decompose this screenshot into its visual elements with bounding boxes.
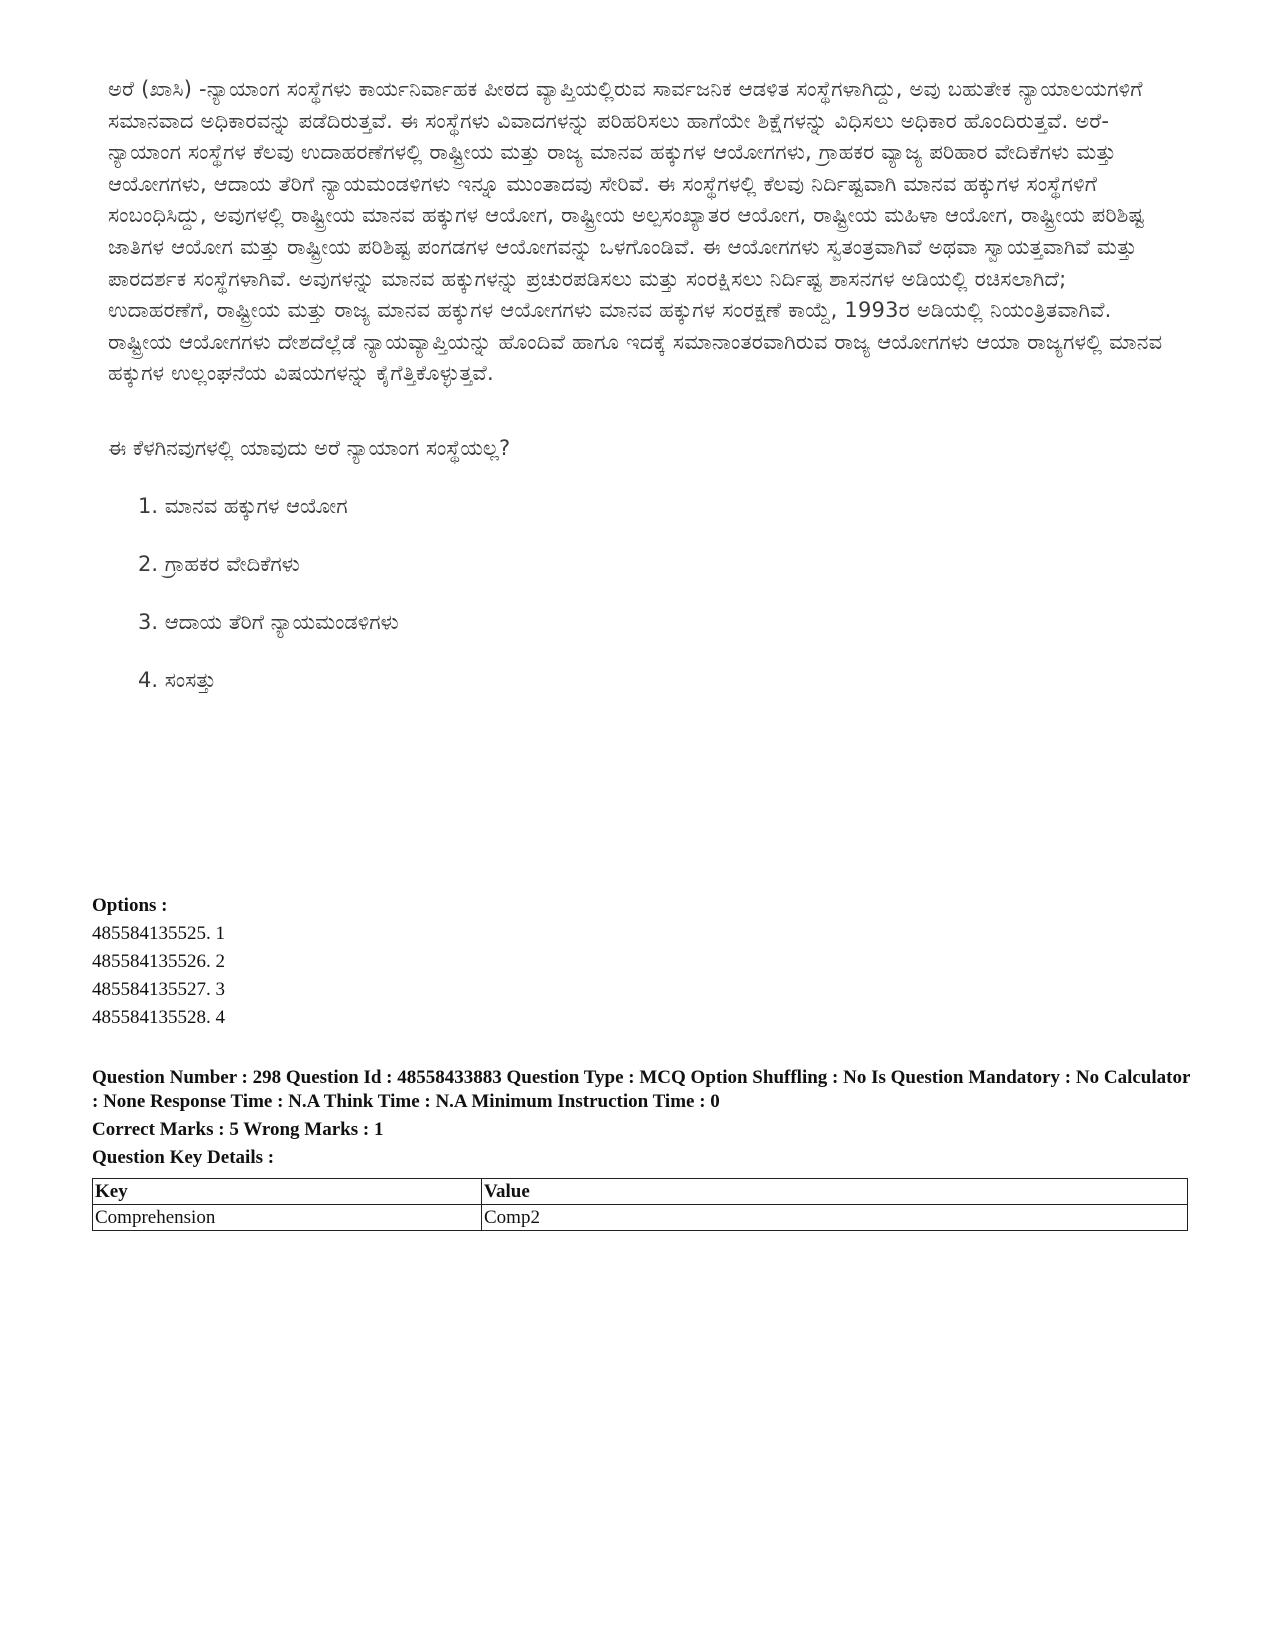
table-row [93,1205,1188,1231]
table-header-row [93,1179,1188,1205]
options-title: Options : [92,895,168,916]
question-meta-line: Question Number : 298 Question Id : 48558433883 Question Type : MCQ Option Shuffling : No Is Question Mandatory : No Calculator : None Response Time : N.A Think Time : N.A Minimum Instruction Time : 0 [92,1067,1191,1112]
choice-list [138,491,1168,695]
question-meta [92,1066,1192,1170]
passage-text: ಅರೆ (ಖಾಸಿ) -ನ್ಯಾಯಾಂಗ ಸಂಸ್ಥೆಗಳು ಕಾರ್ಯನಿರ್ವಾಹಕ ಪೀಠದ ವ್ಯಾಪ್ತಿಯಲ್ಲಿರುವ ಸಾರ್ವಜನಿಕ ಆಡಳಿತ ಸಂಸ್ಥೆಗಳಾಗಿದ್ದು, ಅವು ಬಹುತೇಕ ನ್ಯಾಯಾಲಯಗಳಿಗೆ ಸಮಾನವಾದ ಅಧಿಕಾರವನ್ನು ಪಡೆದಿರುತ್ತವೆ. ಈ ಸಂಸ್ಥೆಗಳು ವಿವಾದಗಳನ್ನು ಪರಿಹರಿಸಲು ಹಾಗೆಯೇ ಶಿಕ್ಷೆಗಳನ್ನು ವಿಧಿಸಲು ಅಧಿಕಾರ ಹೊಂದಿರುತ್ತವೆ. ಅರೆ-ನ್ಯಾಯಾಂಗ ಸಂಸ್ಥೆಗಳ ಕೆಲವು ಉದಾಹರಣೆಗಳಲ್ಲಿ ರಾಷ್ಟ್ರೀಯ ಮತ್ತು ರಾಜ್ಯ ಮಾನವ ಹಕ್ಕುಗಳ ಆಯೋಗಗಳು, ಗ್ರಾಹಕರ ವ್ಯಾಜ್ಯ ಪರಿಹಾರ ವೇದಿಕೆಗಳು ಮತ್ತು ಆಯೋಗಗಳು, ಆದಾಯ ತೆರಿಗೆ ನ್ಯಾಯಮಂಡಳಿಗಳು ಇನ್ನೂ ಮುಂತಾದವು ಸೇರಿವೆ. ಈ ಸಂಸ್ಥೆಗಳಲ್ಲಿ ಕೆಲವು ನಿರ್ದಿಷ್ಟವಾಗಿ ಮಾನವ ಹಕ್ಕುಗಳ ಸಂಸ್ಥೆಗಳಿಗೆ ಸಂಬಂಧಿಸಿದ್ದು, ಅವುಗಳಲ್ಲಿ ರಾಷ್ಟ್ರೀಯ ಮಾನವ ಹಕ್ಕುಗಳ ಆಯೋಗ, ರಾಷ್ಟ್ರೀಯ ಅಲ್ಪಸಂಖ್ಯಾತರ ಆಯೋಗ, ರಾಷ್ಟ್ರೀಯ ಮಹಿಳಾ ಆಯೋಗ, ರಾಷ್ಟ್ರೀಯ ಪರಿಶಿಷ್ಟ ಜಾತಿಗಳ ಆಯೋಗ ಮತ್ತು ರಾಷ್ಟ್ರೀಯ ಪರಿಶಿಷ್ಟ ಪಂಗಡಗಳ ಆಯೋಗವನ್ನು ಒಳಗೊಂಡಿವೆ. ಈ ಆಯೋಗಗಳು ಸ್ವತಂತ್ರವಾಗಿವೆ ಅಥವಾ ಸ್ವಾಯತ್ತವಾಗಿವೆ ಮತ್ತು ಪಾರದರ್ಶಕ ಸಂಸ್ಥೆಗಳಾಗಿವೆ. ಅವುಗಳನ್ನು ಮಾನವ ಹಕ್ಕುಗಳನ್ನು ಪ್ರಚುರಪಡಿಸಲು ಮತ್ತು ಸಂರಕ್ಷಿಸಲು ನಿರ್ದಿಷ್ಟ ಶಾಸನಗಳ ಅಡಿಯಲ್ಲಿ ರಚಿಸಲಾಗಿದೆ; ಉದಾಹರಣೆಗೆ, ರಾಷ್ಟ್ರೀಯ ಮತ್ತು ರಾಜ್ಯ ಮಾನವ ಹಕ್ಕುಗಳ ಆಯೋಗಗಳು ಮಾನವ ಹಕ್ಕುಗಳ ಸಂರಕ್ಷಣೆ ಕಾಯ್ದೆ, 1993ರ ಅಡಿಯಲ್ಲಿ ನಿಯಂತ್ರಿತವಾಗಿವೆ. ರಾಷ್ಟ್ರೀಯ ಆಯೋಗಗಳು ದೇಶದೆಲ್ಲೆಡೆ ನ್ಯಾಯವ್ಯಾಪ್ತಿಯನ್ನು ಹೊಂದಿವೆ ಹಾಗೂ ಇದಕ್ಕೆ ಸಮಾನಾಂತರವಾಗಿರುವ ರಾಜ್ಯ ಆಯೋಗಗಳು ಆಯಾ ರಾಜ್ಯಗಳಲ್ಲಿ ಮಾನವ ಹಕ್ಕುಗಳ ಉಲ್ಲಂಘನೆಯ ವಿಷಯಗಳನ್ನು ಕೈಗೆತ್ತಿಕೊಳ್ಳುತ್ತವೆ. [108,77,1163,386]
choice-item: 4. ಸಂಸತ್ತು [138,667,216,692]
option-item: 485584135528. 4 [92,1007,225,1028]
choice-item: 3. ಆದಾಯ ತೆರಿಗೆ ನ್ಯಾಯಮಂಡಳಿಗಳು [138,609,399,634]
option-item: 485584135527. 3 [92,979,225,1000]
table-header-value: Value [482,1179,1188,1205]
table-cell-value: Comp2 [482,1205,1188,1231]
marks-line: Correct Marks : 5 Wrong Marks : 1 [92,1119,384,1140]
question-text: ಈ ಕೆಳಗಿನವುಗಳಲ್ಲಿ ಯಾವುದು ಅರೆ ನ್ಯಾಯಾಂಗ ಸಂಸ್ಥೆಯಲ್ಲ? [108,435,511,460]
option-item: 485584135525. 1 [92,923,225,944]
choice-item: 1. ಮಾನವ ಹಕ್ಕುಗಳ ಆಯೋಗ [138,493,348,518]
key-details-title: Question Key Details : [92,1147,275,1168]
question-image-area [108,74,1168,723]
choice-item: 2. ಗ್ರಾಹಕರ ವೇದಿಕೆಗಳು [138,551,300,576]
key-details-table [92,1178,1188,1231]
option-item: 485584135526. 2 [92,951,225,972]
table-cell-key: Comprehension [93,1205,482,1231]
table-header-key: Key [93,1179,482,1205]
options-list [92,892,225,1032]
